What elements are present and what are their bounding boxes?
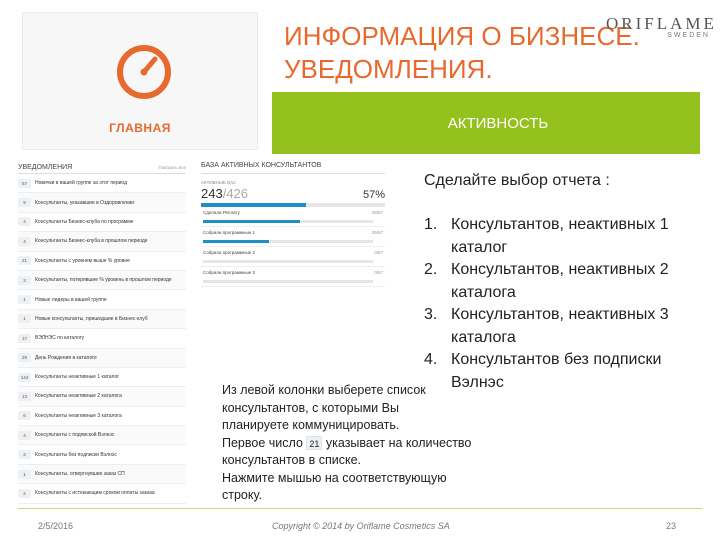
active-row-value: 0/67: [374, 270, 383, 275]
active-consultants-panel: [201, 162, 385, 282]
notification-count: 1: [18, 314, 31, 323]
report-option[interactable]: [424, 214, 714, 259]
logo-brand: ORIFLAME: [606, 14, 717, 33]
notification-count: 4: [18, 237, 31, 246]
oriflame-logo: [606, 14, 717, 39]
notification-text: Консультанты, потерявшие % уровень в прошлом периоде: [35, 277, 172, 284]
active-row-label: Собрали программные 1: [203, 230, 255, 235]
notification-text: Консультанты, указавшие в Оздоровлении: [35, 199, 135, 206]
active-row-bar: [203, 240, 373, 243]
notification-row[interactable]: [18, 232, 186, 251]
notification-count: 2: [18, 489, 31, 498]
notification-count: 144: [18, 373, 31, 382]
notification-row[interactable]: [18, 407, 186, 426]
active-row-label: Сделали Реплату: [203, 210, 240, 215]
notification-count: 17: [18, 334, 31, 343]
active-rows-list: [201, 207, 385, 287]
notification-text: Консультанты неактивные 2 каталога: [35, 393, 122, 400]
notification-count: 4: [18, 431, 31, 440]
report-option[interactable]: [424, 304, 714, 349]
report-option[interactable]: [424, 259, 714, 304]
report-option-number: 1.: [424, 216, 438, 233]
choose-report-label: Сделайте выбор отчета :: [424, 172, 610, 189]
home-tile[interactable]: [22, 12, 258, 150]
report-option-line: Консультантов, неактивных 2: [451, 261, 669, 278]
active-row[interactable]: [201, 207, 385, 227]
notification-text: Консультанты, отвергнувшие заказ СП: [35, 471, 125, 478]
notification-row[interactable]: [18, 484, 186, 503]
speedometer-icon: [115, 43, 173, 101]
notification-row[interactable]: [18, 445, 186, 464]
active-row-bar: [203, 260, 373, 263]
notification-row[interactable]: [18, 465, 186, 484]
notification-row[interactable]: [18, 193, 186, 212]
notification-count: 21: [18, 256, 31, 265]
notification-count: 9: [18, 198, 31, 207]
title-line-2: УВЕДОМЛЕНИЯ.: [284, 54, 493, 84]
active-row-label: Собрали программные 2: [203, 250, 255, 255]
notification-text: Новые лидеры в вашей группе: [35, 296, 107, 303]
activity-banner[interactable]: [272, 92, 700, 154]
active-row[interactable]: [201, 227, 385, 247]
active-row-bar: [203, 280, 373, 283]
active-row-value: 0/67: [374, 250, 383, 255]
notification-count: 1: [18, 295, 31, 304]
notifications-list: [18, 174, 186, 504]
notification-text: Консультанты неактивные 1 каталог: [35, 374, 120, 381]
notification-text: Консультанты без подписки Вэлнэс: [35, 451, 117, 458]
home-tile-label: ГЛАВНАЯ: [109, 121, 171, 135]
report-option-line: каталога: [451, 283, 516, 301]
count-badge-example: 21: [306, 436, 322, 450]
instruction-line: Из левой колонки выберете список: [222, 383, 426, 397]
notification-row[interactable]: [18, 426, 186, 445]
notification-count: 57: [18, 179, 31, 188]
active-row-bar-fill: [203, 220, 300, 223]
notification-text: День Рождения в каталоге: [35, 354, 97, 361]
report-option-line: Консультантов, неактивных 1: [451, 216, 669, 233]
notifications-panel: [18, 162, 186, 497]
notification-count: 29: [18, 353, 31, 362]
notification-text: Консультанты с истекающим сроком оплаты заказа: [35, 490, 155, 497]
logo-sub: SWEDEN: [667, 32, 710, 39]
notification-text: Консультанты с уровнем выше % уровне: [35, 257, 130, 264]
notification-row[interactable]: [18, 174, 186, 193]
notification-text: ВЭЛНЭС по каталогу: [35, 335, 85, 342]
report-option-line: Вэлнэс: [451, 373, 504, 391]
report-option-line: Консультантов без подписки: [451, 351, 662, 368]
notification-text: Новые консультанты, пришедшие в Бизнес-клуб: [35, 315, 148, 322]
instruction-line: консультантов, с которыми Вы: [222, 400, 399, 415]
instruction-text: [222, 382, 522, 505]
instruction-line: планируете коммуницировать.: [222, 418, 400, 432]
title-line-1: ИНФОРМАЦИЯ О БИЗНЕСЕ.: [284, 21, 640, 51]
active-row-value: 38/67: [371, 210, 383, 215]
notification-row[interactable]: [18, 213, 186, 232]
notification-row[interactable]: [18, 252, 186, 271]
notification-row[interactable]: [18, 368, 186, 387]
notification-row[interactable]: [18, 290, 186, 309]
active-total: /426: [222, 186, 249, 201]
notification-text: Новички в вашей группе за этот период: [35, 180, 127, 187]
active-percent: 57%: [362, 189, 385, 201]
notification-count: 6: [18, 411, 31, 420]
active-row[interactable]: [201, 267, 385, 287]
footer-copyright: Copyright © 2014 by Oriflame Cosmetics SA: [272, 521, 450, 531]
notification-row[interactable]: [18, 310, 186, 329]
notification-count: 4: [18, 217, 31, 226]
activity-banner-label: АКТИВНОСТЬ: [447, 114, 549, 132]
report-option-line: каталог: [451, 238, 508, 256]
notification-count: 3: [18, 450, 31, 459]
notification-text: Консультанты Бизнес-клуба в прошлом периоде: [35, 238, 148, 245]
notification-count: 1: [18, 470, 31, 479]
active-consultants-header: БАЗА АКТИВНЫХ КОНСУЛЬТАНТОВ: [201, 162, 385, 174]
instruction-line: строку.: [222, 488, 262, 502]
notification-count: 3: [18, 276, 31, 285]
footer-date: 2/5/2016: [38, 521, 74, 531]
notification-text: Консультанты с подпиской Вэлнэс: [35, 432, 115, 439]
active-row[interactable]: [201, 247, 385, 267]
report-option-line: каталога: [451, 328, 516, 346]
notification-row[interactable]: [18, 387, 186, 406]
report-option-number: 4.: [424, 351, 438, 368]
active-count: 243/426: [201, 186, 249, 201]
report-option-line: Консультантов, неактивных 3: [451, 306, 669, 323]
active-row-label: Собрали программные 3: [203, 270, 255, 275]
active-row-value: 26/67: [371, 230, 383, 235]
instruction-line: консультантов в списке.: [222, 453, 362, 467]
show-all-link[interactable]: Показать все: [158, 165, 186, 170]
active-row-bar-fill: [203, 240, 269, 243]
report-option-number: 2.: [424, 261, 438, 278]
notification-text: Консультанты неактивные 3 каталога: [35, 412, 122, 419]
report-option-number: 3.: [424, 306, 438, 323]
notification-row[interactable]: [18, 329, 186, 348]
active-row-bar: [203, 220, 373, 223]
active-small-label: АКТИВНЫЕ ВАС: [201, 180, 237, 185]
footer-divider: [18, 508, 702, 509]
notification-row[interactable]: [18, 349, 186, 368]
instruction-line: Нажмите мышью на соответствующую: [222, 470, 447, 485]
instruction-line: Первое число 21 указывает на количество: [222, 435, 472, 450]
notifications-title: УВЕДОМЛЕНИЯ: [18, 164, 73, 171]
notification-row[interactable]: [18, 271, 186, 290]
notifications-header: [18, 162, 186, 174]
active-stats: [201, 186, 385, 201]
report-options-list: [424, 214, 714, 394]
notification-text: Консультанты Бизнес-клуба по программе: [35, 218, 134, 225]
notification-count: 13: [18, 392, 31, 401]
footer-page-number: 23: [666, 521, 677, 531]
